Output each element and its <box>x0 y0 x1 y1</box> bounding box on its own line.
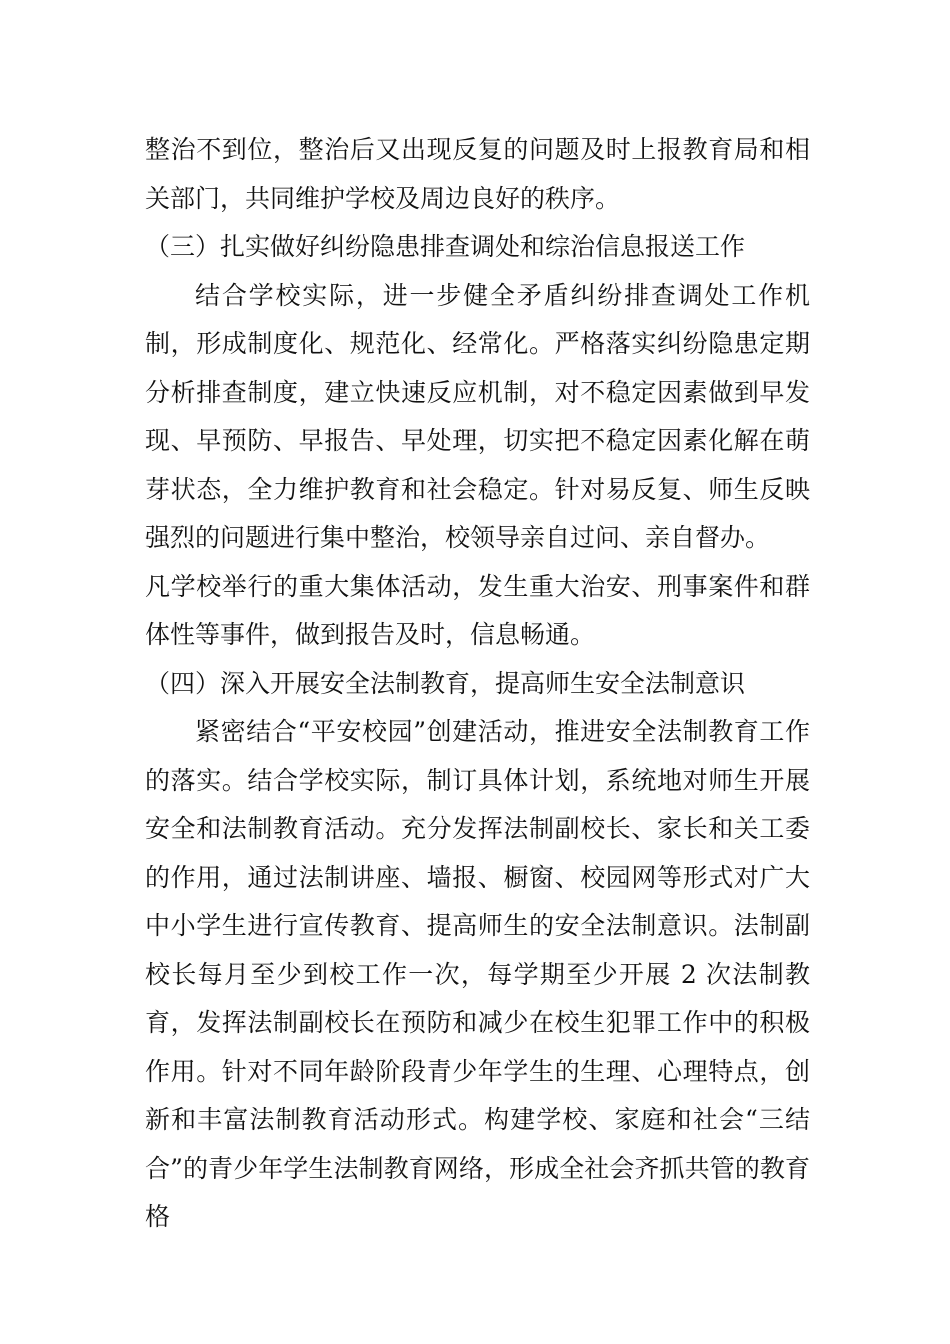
paragraph-continuation: 整治不到位，整治后又出现反复的问题及时上报教育局和相关部门，共同维护学校及周边良好的秩序。 <box>145 135 810 213</box>
document-body <box>145 126 810 1242</box>
paragraph-4-1: 紧密结合“平安校园”创建活动，推进安全法制教育工作的落实。结合学校实际，制订具体计划，系统地对师生开展安全和法制教育活动。充分发挥法制副校长、家长和关工委的作用，通过法制讲座、墙报、橱窗、校园网等形式对广大中小学生进行宣传教育、提高师生的安全法制意识。法制副校长每月至少到校工作一次，每学期至少开展 2 次法制教育，发挥法制副校长在预防和减少在校生犯罪工作中的积极作用。针对不同年龄阶段青少年学生的生理、心理特点，创新和丰富法制教育活动形式。构建学校、家庭和社会“三结合”的青少年学生法制教育网络，形成全社会齐抓共管的教育格 <box>145 717 810 1231</box>
section-heading-3: （三）扎实做好纠纷隐患排查调处和综治信息报送工作 <box>145 232 746 261</box>
paragraph-3-1: 结合学校实际，进一步健全矛盾纠纷排查调处工作机制，形成制度化、规范化、经常化。严格落实纠纷隐患定期分析排查制度，建立快速反应机制，对不稳定因素做到早发现、早预防、早报告、早处理，切实把不稳定因素化解在萌芽状态，全力维护教育和社会稳定。针对易反复、师生反映强烈的问题进行集中整治，校领导亲自过问、亲自督办。 <box>145 280 810 552</box>
section-heading-4: （四）深入开展安全法制教育，提高师生安全法制意识 <box>145 668 746 698</box>
paragraph-3-2: 凡学校举行的重大集体活动，发生重大治安、刑事案件和群体性等事件，做到报告及时，信息畅通。 <box>145 571 810 649</box>
